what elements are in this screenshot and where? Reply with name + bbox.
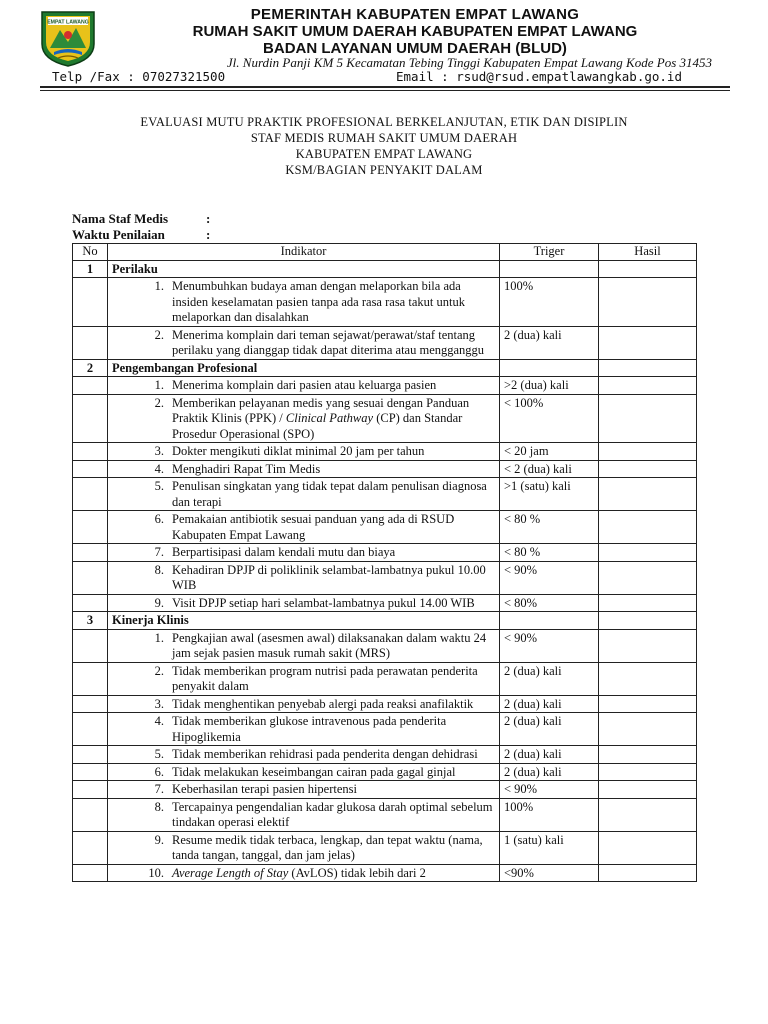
section-row bbox=[73, 260, 697, 278]
indicator-cell bbox=[108, 377, 500, 395]
indicator-number: 8. bbox=[154, 799, 164, 814]
letterhead-address: Jl. Nurdin Panji KM 5 Kecamatan Tebing Tinggi Kabupaten Empat Lawang Kode Pos 31453 bbox=[226, 55, 712, 70]
row-number-cell bbox=[73, 746, 108, 764]
document-title bbox=[60, 114, 708, 178]
section-number: 2 bbox=[73, 359, 108, 377]
section-number: 3 bbox=[73, 612, 108, 630]
triger-cell: < 80 % bbox=[500, 544, 599, 562]
table-row bbox=[73, 377, 697, 395]
table-row bbox=[73, 629, 697, 662]
indicator-text: (AvLOS) tidak lebih dari 2 bbox=[288, 865, 426, 880]
triger-cell: < 2 (dua) kali bbox=[500, 460, 599, 478]
staff-name-label: Nama Staf Medis bbox=[72, 211, 169, 226]
triger-cell: <90% bbox=[500, 864, 599, 882]
indicator-cell bbox=[108, 831, 500, 864]
row-number-cell bbox=[73, 781, 108, 799]
triger-cell: 100% bbox=[500, 278, 599, 327]
header-hasil: Hasil bbox=[599, 244, 697, 261]
result-cell[interactable] bbox=[599, 511, 697, 544]
letterhead-line-government: PEMERINTAH KABUPATEN EMPAT LAWANG bbox=[250, 6, 580, 23]
triger-cell: 2 (dua) kali bbox=[500, 695, 599, 713]
indicator-text: Keberhasilan terapi pasien hipertensi bbox=[172, 782, 357, 796]
row-number-cell bbox=[73, 544, 108, 562]
indicator-text: Tercapainya pengendalian kadar glukosa darah optimal sebelum tindakan operasi elektif bbox=[172, 799, 493, 829]
section-triger-cell bbox=[500, 359, 599, 377]
indicator-cell bbox=[108, 781, 500, 799]
title-line: KSM/BAGIAN PENYAKIT DALAM bbox=[285, 163, 483, 177]
table-row bbox=[73, 594, 697, 612]
result-cell[interactable] bbox=[599, 594, 697, 612]
indicator-text: Memberikan pelayanan medis yang sesuai dengan Panduan Praktik Klinis (PPK) / bbox=[172, 395, 470, 425]
result-cell[interactable] bbox=[599, 394, 697, 443]
indicator-text: Menumbuhkan budaya aman dengan melaporkan bila ada insiden keselamatan pasien tanpa ada rasa rasa takut untuk melaporkan dan disalahkan bbox=[172, 279, 465, 324]
indicator-text: Resume medik tidak terbaca, lengkap, dan tepat waktu (nama, tanda tangan, tanggal, dan jam jelas) bbox=[172, 832, 483, 862]
indicator-cell bbox=[108, 662, 500, 695]
indicator-number: 6. bbox=[154, 512, 164, 526]
result-cell[interactable] bbox=[599, 478, 697, 511]
row-number-cell bbox=[73, 629, 108, 662]
table-row bbox=[73, 831, 697, 864]
indicator-number: 9. bbox=[154, 595, 164, 610]
indicator-number: 9. bbox=[154, 832, 164, 847]
indicator-number: 1. bbox=[154, 378, 164, 392]
triger-cell: < 20 jam bbox=[500, 443, 599, 461]
row-number-cell bbox=[73, 864, 108, 882]
staff-name-field bbox=[72, 211, 210, 227]
triger-cell: < 90% bbox=[500, 561, 599, 594]
row-number-cell bbox=[73, 798, 108, 831]
letterhead-line-hospital: RUMAH SAKIT UMUM DAERAH KABUPATEN EMPAT LAWANG bbox=[192, 23, 638, 40]
table-row bbox=[73, 746, 697, 764]
indicator-cell bbox=[108, 594, 500, 612]
header-no: No bbox=[73, 244, 108, 261]
row-number-cell bbox=[73, 377, 108, 395]
section-row bbox=[73, 359, 697, 377]
title-line: EVALUASI MUTU PRAKTIK PROFESIONAL BERKELANJUTAN, ETIK DAN DISIPLIN bbox=[140, 115, 628, 129]
indicator-cell bbox=[108, 561, 500, 594]
result-cell[interactable] bbox=[599, 629, 697, 662]
section-title: Kinerja Klinis bbox=[108, 612, 500, 630]
indicator-text: Penulisan singkatan yang tidak tepat dalam penulisan diagnosa dan terapi bbox=[172, 479, 487, 509]
table-row bbox=[73, 394, 697, 443]
table-row bbox=[73, 278, 697, 327]
table-row bbox=[73, 864, 697, 882]
indicator-cell bbox=[108, 478, 500, 511]
row-number-cell bbox=[73, 443, 108, 461]
indicator-number: 4. bbox=[154, 461, 164, 476]
indicator-text: Menerima komplain dari teman sejawat/perawat/staf tentang perilaku yang dianggap tidak dapat diterima atau mengganggu bbox=[172, 327, 485, 357]
row-number-cell bbox=[73, 394, 108, 443]
table-row bbox=[73, 781, 697, 799]
result-cell[interactable] bbox=[599, 544, 697, 562]
indicator-number: 2. bbox=[154, 327, 164, 342]
header-triger: Triger bbox=[500, 244, 599, 261]
indicator-cell bbox=[108, 443, 500, 461]
result-cell[interactable] bbox=[599, 662, 697, 695]
section-number: 1 bbox=[73, 260, 108, 278]
triger-cell: 1 (satu) kali bbox=[500, 831, 599, 864]
result-cell[interactable] bbox=[599, 561, 697, 594]
indicator-number: 3. bbox=[154, 696, 164, 711]
indicator-text: Menghadiri Rapat Tim Medis bbox=[172, 461, 321, 476]
triger-cell: 2 (dua) kali bbox=[500, 326, 599, 359]
letterhead-telp: Telp /Fax : 07027321500 bbox=[52, 69, 226, 84]
indicator-cell bbox=[108, 713, 500, 746]
assessment-time-separator: : bbox=[206, 227, 211, 242]
indicator-number: 4. bbox=[154, 714, 164, 728]
table-row bbox=[73, 561, 697, 594]
indicator-text: Kehadiran DPJP di poliklinik selambat-lambatnya pukul 10.00 WIB bbox=[172, 562, 486, 592]
result-cell[interactable] bbox=[599, 278, 697, 327]
indicator-cell bbox=[108, 763, 500, 781]
table-row bbox=[73, 326, 697, 359]
indicator-text: Berpartisipasi dalam kendali mutu dan biaya bbox=[172, 545, 396, 559]
table-row bbox=[73, 798, 697, 831]
triger-cell: 2 (dua) kali bbox=[500, 662, 599, 695]
triger-cell: 2 (dua) kali bbox=[500, 713, 599, 746]
result-cell[interactable] bbox=[599, 763, 697, 781]
triger-cell: < 90% bbox=[500, 629, 599, 662]
staff-name-separator: : bbox=[206, 211, 211, 226]
table-row bbox=[73, 460, 697, 478]
indicator-number: 5. bbox=[154, 747, 164, 761]
row-number-cell bbox=[73, 511, 108, 544]
result-cell[interactable] bbox=[599, 713, 697, 746]
indicator-number: 8. bbox=[154, 562, 164, 577]
row-number-cell bbox=[73, 278, 108, 327]
table-row bbox=[73, 544, 697, 562]
letterhead-rule-thick bbox=[40, 86, 730, 88]
triger-cell: < 80% bbox=[500, 594, 599, 612]
indicator-text: Tidak memberikan program nutrisi pada perawatan penderita penyakit dalam bbox=[172, 663, 478, 693]
result-cell[interactable] bbox=[599, 798, 697, 831]
result-cell[interactable] bbox=[599, 460, 697, 478]
indicator-text: Menerima komplain dari pasien atau keluarga pasien bbox=[172, 378, 437, 392]
section-row bbox=[73, 612, 697, 630]
row-number-cell bbox=[73, 460, 108, 478]
triger-cell: 2 (dua) kali bbox=[500, 746, 599, 764]
regency-emblem-icon bbox=[36, 8, 100, 68]
section-triger-cell bbox=[500, 260, 599, 278]
indicator-text: (CP) dan Standar Prosedur Operasional (SPO) bbox=[172, 411, 463, 441]
result-cell[interactable] bbox=[599, 746, 697, 764]
indicator-cell bbox=[108, 629, 500, 662]
logo-label: EMPAT LAWANG bbox=[47, 19, 89, 26]
table-row bbox=[73, 478, 697, 511]
indicator-number: 7. bbox=[154, 545, 164, 559]
result-cell[interactable] bbox=[599, 326, 697, 359]
letterhead-line-blud: BADAN LAYANAN UMUM DAERAH (BLUD) bbox=[263, 40, 567, 57]
triger-cell: 100% bbox=[500, 798, 599, 831]
result-cell[interactable] bbox=[599, 831, 697, 864]
row-number-cell bbox=[73, 561, 108, 594]
row-number-cell bbox=[73, 478, 108, 511]
indicator-text: Pengkajian awal (asesmen awal) dilaksanakan dalam waktu 24 jam sejak pasien masuk rumah sakit (MRS) bbox=[172, 630, 487, 660]
indicator-cell bbox=[108, 798, 500, 831]
section-triger-cell bbox=[500, 612, 599, 630]
table-row bbox=[73, 695, 697, 713]
result-cell[interactable] bbox=[599, 695, 697, 713]
row-number-cell bbox=[73, 594, 108, 612]
indicator-number: 6. bbox=[154, 764, 164, 779]
triger-cell: >1 (satu) kali bbox=[500, 478, 599, 511]
row-number-cell bbox=[73, 763, 108, 781]
indicator-number: 10. bbox=[148, 865, 164, 880]
indicator-text-italic: Average Length of Stay bbox=[172, 865, 289, 880]
indicator-cell bbox=[108, 326, 500, 359]
table-row bbox=[73, 713, 697, 746]
indicator-text-italic: Clinical Pathway bbox=[285, 411, 374, 425]
indicator-number: 2. bbox=[154, 663, 164, 678]
indicator-text: Visit DPJP setiap hari selambat-lambatnya pukul 14.00 WIB bbox=[172, 595, 475, 610]
indicator-text: Tidak memberikan glukose intravenous pada penderita Hipoglikemia bbox=[172, 714, 447, 744]
indicator-number: 7. bbox=[154, 782, 164, 796]
evaluation-table bbox=[72, 243, 697, 882]
header-indikator: Indikator bbox=[108, 244, 500, 261]
triger-cell: >2 (dua) kali bbox=[500, 377, 599, 395]
indicator-cell bbox=[108, 746, 500, 764]
indicator-cell bbox=[108, 278, 500, 327]
indicator-number: 3. bbox=[154, 444, 164, 458]
indicator-number: 2. bbox=[154, 395, 164, 410]
title-line: KABUPATEN EMPAT LAWANG bbox=[295, 147, 473, 161]
indicator-number: 1. bbox=[154, 630, 164, 645]
row-number-cell bbox=[73, 831, 108, 864]
assessment-time-label: Waktu Penilaian bbox=[72, 227, 165, 242]
section-title: Perilaku bbox=[108, 260, 500, 278]
row-number-cell bbox=[73, 326, 108, 359]
triger-cell: 2 (dua) kali bbox=[500, 763, 599, 781]
row-number-cell bbox=[73, 695, 108, 713]
indicator-cell bbox=[108, 394, 500, 443]
triger-cell: < 90% bbox=[500, 781, 599, 799]
table-header-row bbox=[73, 244, 697, 261]
section-title: Pengembangan Profesional bbox=[108, 359, 500, 377]
letterhead bbox=[110, 6, 720, 57]
assessment-time-field bbox=[72, 227, 210, 243]
indicator-cell bbox=[108, 864, 500, 882]
result-cell[interactable] bbox=[599, 864, 697, 882]
indicator-text: Tidak menghentikan penyebab alergi pada reaksi anafilaktik bbox=[172, 696, 474, 711]
result-cell[interactable] bbox=[599, 781, 697, 799]
result-cell[interactable] bbox=[599, 377, 697, 395]
table-row bbox=[73, 511, 697, 544]
indicator-cell bbox=[108, 695, 500, 713]
result-cell[interactable] bbox=[599, 359, 697, 377]
title-line: STAF MEDIS RUMAH SAKIT UMUM DAERAH bbox=[250, 131, 518, 145]
indicator-cell bbox=[108, 544, 500, 562]
triger-cell: < 100% bbox=[500, 394, 599, 443]
indicator-number: 5. bbox=[154, 479, 164, 493]
letterhead-rule-thin bbox=[40, 90, 730, 91]
result-cell[interactable] bbox=[599, 260, 697, 278]
table-row bbox=[73, 662, 697, 695]
indicator-text: Tidak melakukan keseimbangan cairan pada gagal ginjal bbox=[172, 764, 456, 779]
triger-cell: < 80 % bbox=[500, 511, 599, 544]
indicator-cell bbox=[108, 460, 500, 478]
table-row bbox=[73, 443, 697, 461]
indicator-text: Tidak memberikan rehidrasi pada penderita dengan dehidrasi bbox=[172, 747, 478, 761]
table-row bbox=[73, 763, 697, 781]
result-cell[interactable] bbox=[599, 443, 697, 461]
indicator-number: 1. bbox=[154, 279, 164, 293]
result-cell[interactable] bbox=[599, 612, 697, 630]
indicator-text: Pemakaian antibiotik sesuai panduan yang ada di RSUD Kabupaten Empat Lawang bbox=[172, 512, 455, 542]
letterhead-email: Email : rsud@rsud.empatlawangkab.go.id bbox=[396, 69, 682, 84]
row-number-cell bbox=[73, 713, 108, 746]
indicator-cell bbox=[108, 511, 500, 544]
indicator-text: Dokter mengikuti diklat minimal 20 jam per tahun bbox=[172, 444, 425, 458]
row-number-cell bbox=[73, 662, 108, 695]
